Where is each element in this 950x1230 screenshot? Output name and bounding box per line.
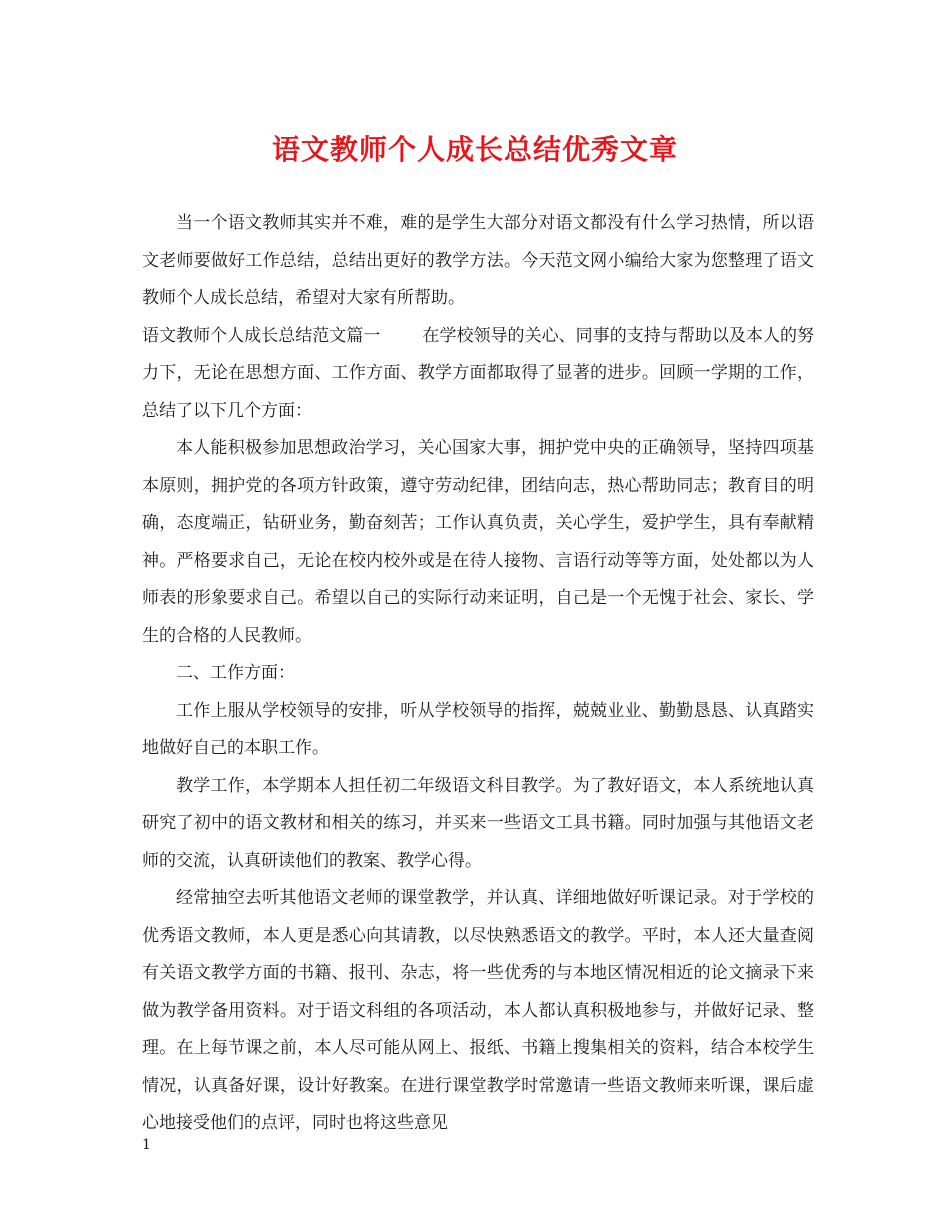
section-paragraph (142, 318, 814, 431)
paragraph-3: 教学工作，本学期本人担任初二年级语文科目教学。为了教好语文，本人系统地认真研究了初中的语文教材和相关的练习，并买来一些语文工具书籍。同时加强与其他语文老师的交流，认真研读他们的教案、教学心得。 (142, 775, 814, 871)
section-heading: 语文教师个人成长总结范文篇一 (142, 325, 381, 346)
section-lead: 在学校领导的关心、同事的支持与帮助以及本人的努力下，无论在思想方面、工作方面、教学方面都取得了显著的进步。回顾一学期的工作，总结了以下几个方面： (142, 325, 815, 421)
document-title: 语文教师个人成长总结优秀文章 (271, 133, 678, 166)
paragraph-1: 本人能积极参加思想政治学习，关心国家大事，拥护党中央的正确领导，坚持四项基本原则，拥护党的各项方针政策，遵守劳动纪律，团结向志，热心帮助同志；教育目的明确，态度端正，钻研业务，勤奋刻苦；工作认真负责，关心学生，爱护学生，具有奉献精神。严格要求自己，无论在校内校外或是在待人接物、言语行动等等方面，处处都以为人师表的形象要求自己。希望以自己的实际行动来证明，自己是一个无愧于社会、家长、学生的合格的人民教师。 (142, 438, 814, 646)
document-body (142, 205, 814, 1143)
page-number: 1 (142, 1137, 151, 1153)
intro-paragraph: 当一个语文教师其实并不难，难的是学生大部分对语文都没有什么学习热情，所以语文老师要做好工作总结，总结出更好的教学方法。今天范文网小编给大家为您整理了语文教师个人成长总结，希望对大家有所帮助。 (142, 213, 814, 308)
paragraph-2: 工作上服从学校领导的安排，听从学校领导的指挥，兢兢业业、勤勤恳恳、认真踏实地做好自己的本职工作。 (142, 700, 814, 758)
paragraph-4: 经常抽空去听其他语文老师的课堂教学，并认真、详细地做好听课记录。对于学校的优秀语文教师，本人更是悉心向其请教，以尽快熟悉语文的教学。平时，本人还大量查阅有关语文教学方面的书籍、报刊、杂志，将一些优秀的与本地区情况相近的论文摘录下来做为教学备用资料。对于语文科组的各项活动，本人都认真积极地参与，并做好记录、整理。在上每节课之前，本人尽可能从网上、报纸、书籍上搜集相关的资料，结合本校学生情况，认真备好课，设计好教案。在进行课堂教学时常邀请一些语文教师来听课，课后虚心地接受他们的点评，同时也将这些意见 (142, 888, 814, 1133)
subheading-work: 二、工作方面： (176, 663, 295, 683)
